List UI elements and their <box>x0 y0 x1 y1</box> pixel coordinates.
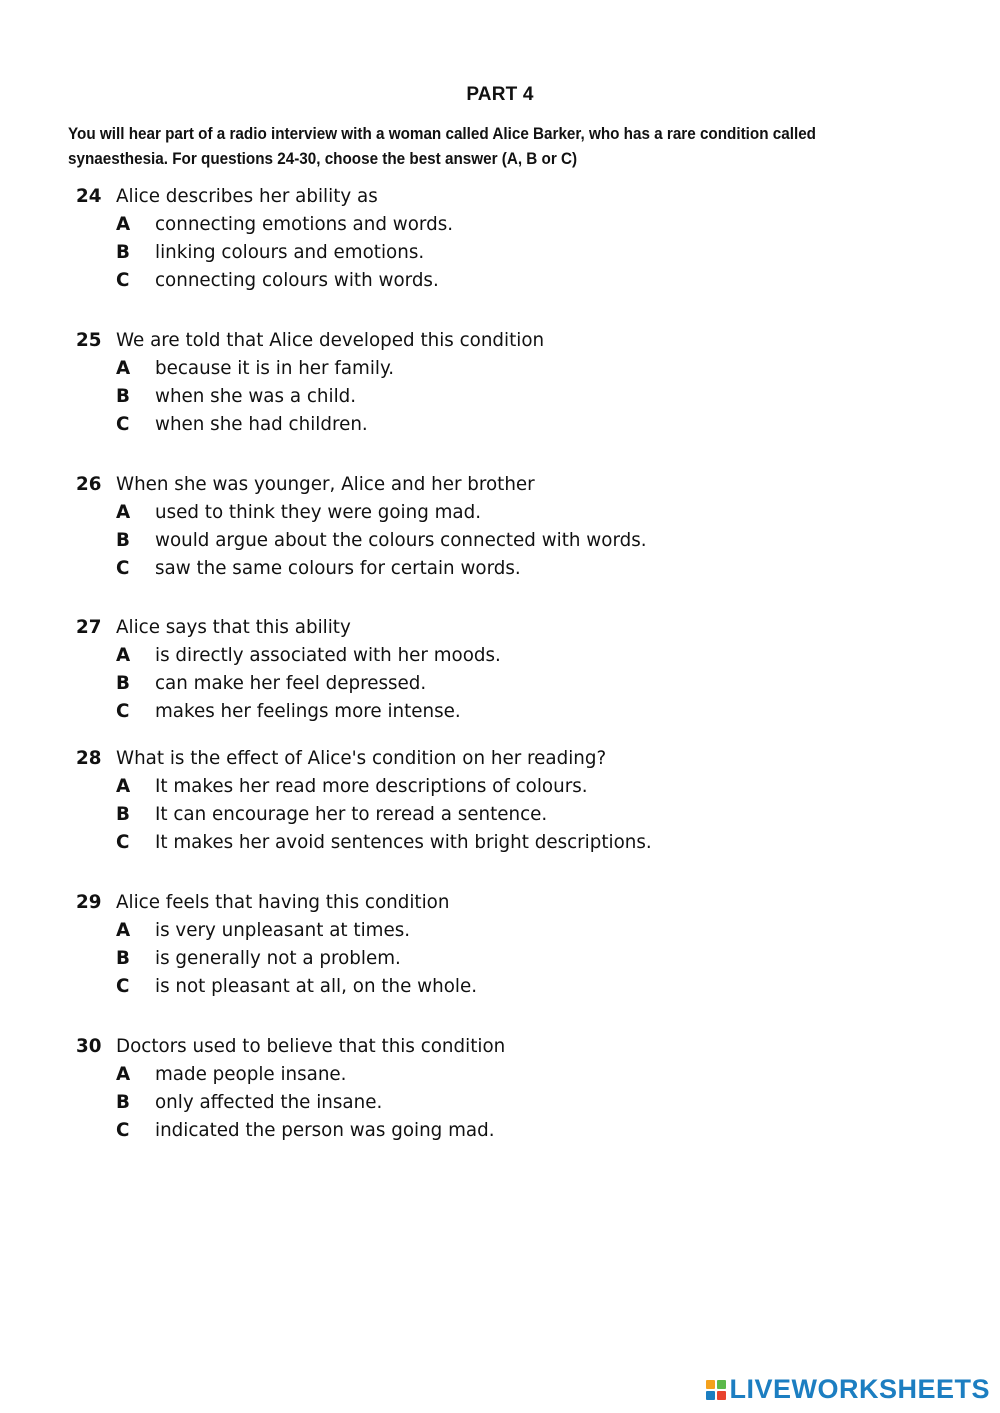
option-b[interactable] <box>76 673 936 701</box>
option-text: only affected the insane. <box>155 1092 383 1113</box>
option-letter: B <box>116 1092 130 1113</box>
question-number: 30 <box>76 1036 102 1057</box>
option-a[interactable] <box>76 502 936 530</box>
option-text: because it is in her family. <box>155 358 395 379</box>
instructions: You will hear part of a radio interview with a woman called Alice Barker, who has a rare condition called synaesthesia. For questions 24-30, choose the best answer (A, B or C) <box>68 125 816 168</box>
question-30 <box>76 1036 936 1148</box>
option-letter: C <box>116 558 130 579</box>
question-number: 27 <box>76 617 102 638</box>
question-text: Alice describes her ability as <box>116 186 378 207</box>
logo-square <box>717 1391 726 1400</box>
option-text: when she was a child. <box>155 386 357 407</box>
option-letter: A <box>116 645 131 666</box>
option-letter: C <box>116 414 130 435</box>
option-b[interactable] <box>76 948 936 976</box>
option-b[interactable] <box>76 1092 936 1120</box>
question-number: 28 <box>76 748 102 769</box>
option-letter: B <box>116 242 130 263</box>
option-text: when she had children. <box>155 414 368 435</box>
question-text: Doctors used to believe that this condition <box>116 1036 506 1057</box>
option-b[interactable] <box>76 386 936 414</box>
option-c[interactable] <box>76 270 936 298</box>
liveworksheets-logo <box>706 1374 990 1405</box>
option-text: is very unpleasant at times. <box>155 920 411 941</box>
option-letter: C <box>116 270 130 291</box>
option-letter: B <box>116 673 130 694</box>
question-stem <box>76 186 936 214</box>
question-26 <box>76 474 936 586</box>
option-a[interactable] <box>76 776 936 804</box>
option-letter: A <box>116 776 131 797</box>
option-a[interactable] <box>76 645 936 673</box>
option-text: would argue about the colours connected with words. <box>155 530 647 551</box>
question-stem <box>76 892 936 920</box>
question-25 <box>76 330 936 442</box>
option-letter: C <box>116 832 130 853</box>
option-letter: A <box>116 502 131 523</box>
logo-mark-icon <box>706 1380 726 1400</box>
option-b[interactable] <box>76 804 936 832</box>
option-letter: B <box>116 804 130 825</box>
question-text: Alice feels that having this condition <box>116 892 450 913</box>
option-c[interactable] <box>76 832 936 860</box>
option-letter: B <box>116 530 130 551</box>
question-stem <box>76 330 936 358</box>
option-text: It makes her read more descriptions of colours. <box>155 776 588 797</box>
option-text: It makes her avoid sentences with bright descriptions. <box>155 832 652 853</box>
option-c[interactable] <box>76 558 936 586</box>
option-letter: A <box>116 920 131 941</box>
option-letter: C <box>116 1120 130 1141</box>
logo-text: LIVEWORKSHEETS <box>729 1374 990 1404</box>
option-letter: C <box>116 701 130 722</box>
question-stem <box>76 617 936 645</box>
option-text: made people insane. <box>155 1064 347 1085</box>
option-text: used to think they were going mad. <box>155 502 482 523</box>
logo-square <box>717 1380 726 1389</box>
option-text: saw the same colours for certain words. <box>155 558 521 579</box>
question-stem <box>76 474 936 502</box>
option-text: is generally not a problem. <box>155 948 401 969</box>
option-letter: C <box>116 976 130 997</box>
question-text: When she was younger, Alice and her brother <box>116 474 535 495</box>
question-number: 24 <box>76 186 102 207</box>
option-letter: A <box>116 358 131 379</box>
question-27 <box>76 617 936 729</box>
page-title: PART 4 <box>466 84 534 105</box>
option-a[interactable] <box>76 214 936 242</box>
option-letter: A <box>116 214 131 235</box>
question-text: What is the effect of Alice's condition on her reading? <box>116 748 607 769</box>
option-letter: A <box>116 1064 131 1085</box>
option-b[interactable] <box>76 530 936 558</box>
question-29 <box>76 892 936 1004</box>
option-letter: B <box>116 948 130 969</box>
option-c[interactable] <box>76 414 936 442</box>
question-number: 26 <box>76 474 102 495</box>
option-text: is directly associated with her moods. <box>155 645 501 666</box>
option-a[interactable] <box>76 358 936 386</box>
option-text: connecting emotions and words. <box>155 214 454 235</box>
option-a[interactable] <box>76 1064 936 1092</box>
question-text: Alice says that this ability <box>116 617 351 638</box>
logo-square <box>706 1380 715 1389</box>
question-24 <box>76 186 936 298</box>
option-c[interactable] <box>76 976 936 1004</box>
question-number: 25 <box>76 330 102 351</box>
question-stem <box>76 1036 936 1064</box>
option-text: is not pleasant at all, on the whole. <box>155 976 478 997</box>
option-text: can make her feel depressed. <box>155 673 427 694</box>
option-b[interactable] <box>76 242 936 270</box>
question-stem <box>76 748 936 776</box>
option-text: makes her feelings more intense. <box>155 701 461 722</box>
option-text: linking colours and emotions. <box>155 242 425 263</box>
option-a[interactable] <box>76 920 936 948</box>
option-text: connecting colours with words. <box>155 270 439 291</box>
option-c[interactable] <box>76 1120 936 1148</box>
question-28 <box>76 748 936 860</box>
option-text: indicated the person was going mad. <box>155 1120 495 1141</box>
question-number: 29 <box>76 892 102 913</box>
logo-square <box>706 1391 715 1400</box>
option-letter: B <box>116 386 130 407</box>
option-c[interactable] <box>76 701 936 729</box>
option-text: It can encourage her to reread a sentence. <box>155 804 548 825</box>
question-text: We are told that Alice developed this condition <box>116 330 545 351</box>
